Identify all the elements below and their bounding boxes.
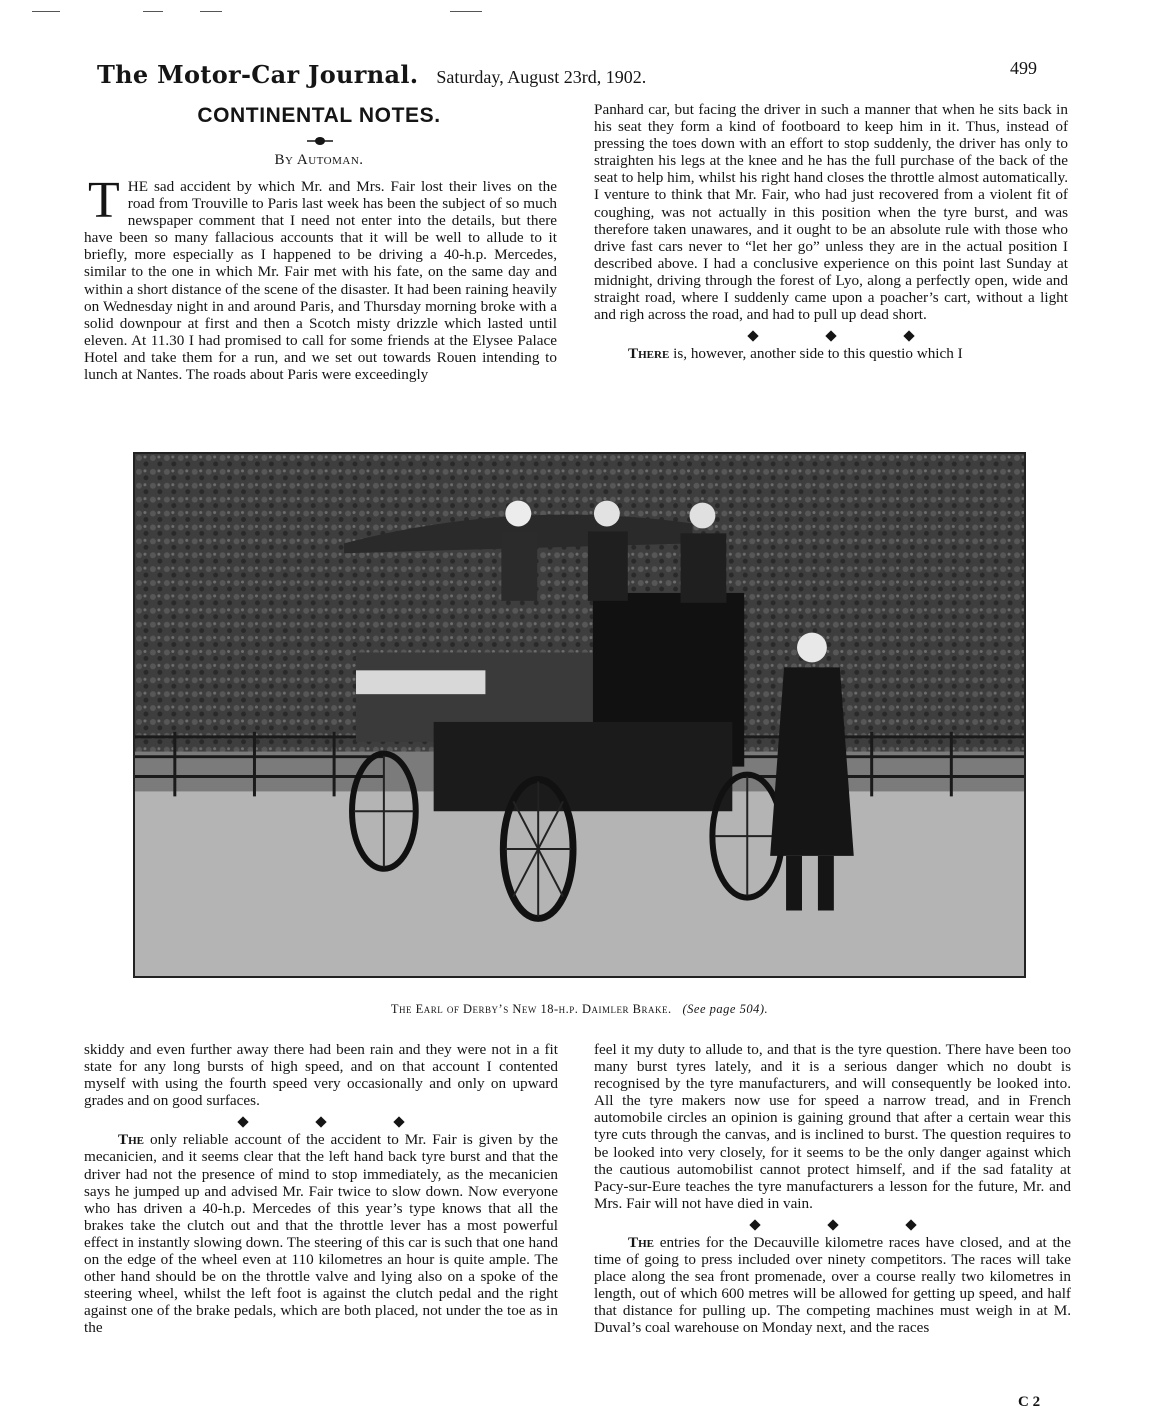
section-separator [594, 1221, 1071, 1229]
paragraph-text: entries for the Decauville kilometre races have closed, and at the time of going to press included over ninety competitors. The races will take place along the sea front promenade, over a course really two kilometres in length, out of which 600 metres will be allowed for getting up speed, and half that distance for pulling up. The competing machines must weigh in at M. Duval’s coal warehouse on Monday next, and the races [594, 1233, 1072, 1337]
caption-text: The Earl of Derby’s New 18-h.p. Daimler Brake. [390, 1002, 672, 1016]
paragraph-text: is, however, another side to this questio which I [673, 345, 963, 363]
issue-date: Saturday, August 23rd, 1902. [436, 67, 647, 87]
caption-reference: (See page 504). [682, 1002, 769, 1016]
diamond-icon [749, 1219, 760, 1230]
drop-cap: T [88, 172, 120, 229]
diamond-icon [825, 331, 836, 342]
diamond-icon [903, 331, 914, 342]
ornament-icon [305, 135, 335, 147]
diamond-icon [827, 1219, 838, 1230]
paragraph: Panhard car, but facing the driver in such a manner that when he sits back in his seat they form a kind of footboard to keep him in it. Thus, instead of pressing the toes down with an effort to stop suddenly, the driver has only to straighten his legs at the knee and he has the full purchase of the back of the seat to help him, whilst his right hand closes the throttle almost automatically. I venture to think that Mr. Fair, who had just recovered from a violent fit of coughing, was not actually in this position when the tyre burst, and was therefore taken unawares, and it ought to be an absolute rule with those who drive fast cars never to “let her go” unless they are in the actual position I described above. I had a conclusive experience on this point last Sunday at midnight, driving through the forest of Lyo, along a perfectly open, wide and straight road, where I suddenly came upon a poacher’s cart, without a light and righ across the road, and had to pull up dead short. [594, 101, 1068, 324]
lead-word: The [118, 1131, 145, 1149]
top-rule [450, 11, 482, 12]
article-heading: CONTINENTAL NOTES. [197, 104, 441, 127]
paragraph: skiddy and even further away there had been rain and they were not in a fit state for any long bursts of high speed, and on that account I contented myself with using the fourth speed very occasionally and only on upward grades and on good surfaces. [84, 1041, 558, 1110]
masthead [97, 60, 646, 89]
column-top-right [594, 101, 1068, 362]
diamond-icon [393, 1117, 404, 1128]
section-separator [594, 332, 1068, 340]
column-bottom-left [84, 1041, 558, 1337]
top-rule [32, 11, 60, 12]
photograph-daimler-brake [133, 452, 1026, 978]
paragraph-text: only reliable account of the accident to Mr. Fair is given by the mecanicien, and it seems clear that the left hand back tyre burst and that the driver had not the presence of mind to stop immediately, as the mecanicien says he jumped up and advised Mr. Fair twice to slow down. Now everyone who has driven a 40-h.p. Mercedes of this year’s type knows that all the brakes take the clutch out and that the throttle lever has a most powerful effect in instantly slowing down. The steering of this car is such that one hand on the edge of the wheel even at 110 kilometres an hour is quite ample. The other hand should be on the throttle valve and lying also on a spoke of the steering wheel, whilst the left foot is against the clutch pedal and the right against one of the brake pedals, which are both placed, not under the toe as in the [84, 1131, 559, 1337]
figure-caption [133, 1002, 1026, 1017]
diamond-icon [315, 1117, 326, 1128]
paragraph [84, 172, 557, 384]
signature-mark: C 2 [1018, 1394, 1041, 1410]
page-number: 499 [1010, 58, 1037, 78]
diamond-icon [237, 1117, 248, 1128]
paragraph [594, 1234, 1071, 1337]
photo-illustration [135, 454, 1024, 976]
column-bottom-right [594, 1041, 1071, 1337]
top-rule [200, 11, 222, 12]
paragraph-text: HE sad accident by which Mr. and Mrs. Fair lost their lives on the road from Trouville to Paris last week has been the subject of so much newspaper comment that I need not enter into the details, but there have been so many fallacious accounts that it will be well to allude to it briefly, more especially as I happened to be driving a 40-h.p. Mercedes, similar to the one in which Mr. Fair met with his fate, on the same day and within a short distance of the scene of the disaster. It had been raining heavily on Wednesday night in and around Paris, and Thursday morning broke with a solid downpour at first and then a Scotch misty drizzle which lasted until eleven. At 11.30 I had promised to call for some friends at the Elysee Palace Hotel and take them for a run, and we set out towards Rouen intending to lunch at Nantes. The roads about Paris were exceedingly [84, 178, 557, 384]
diamond-icon [905, 1219, 916, 1230]
paragraph: feel it my duty to allude to, and that is the tyre question. There have been too many burst tyres lately, and it is a serious danger which no doubt is recognised by the tyre manufacturers, and will consequently be looked into. All the tyre makers now use for speed a narrow tread, and in French automobile circles an opinion is gaining ground that after a certain wear this tyre cuts through the canvas, and is inclined to burst. The question requires to be looked into very closely, for it seems to be the only danger against which the cautious automobilist cannot protect himself, and if the sad fatality at Pacy-sur-Eure teaches the tyre manufacturers a lesson for the future, Mr. and Mrs. Fair will not have died in vain. [594, 1041, 1071, 1212]
paragraph [594, 345, 1068, 362]
lead-word: The [628, 1233, 655, 1251]
diamond-icon [747, 331, 758, 342]
paragraph [84, 1131, 558, 1336]
lead-word: There [628, 345, 670, 363]
top-rule [143, 11, 163, 12]
journal-title: The Motor-Car Journal. [97, 60, 419, 89]
byline: By Automan. [274, 152, 364, 168]
column-top-left [84, 172, 557, 384]
section-separator [84, 1118, 558, 1126]
